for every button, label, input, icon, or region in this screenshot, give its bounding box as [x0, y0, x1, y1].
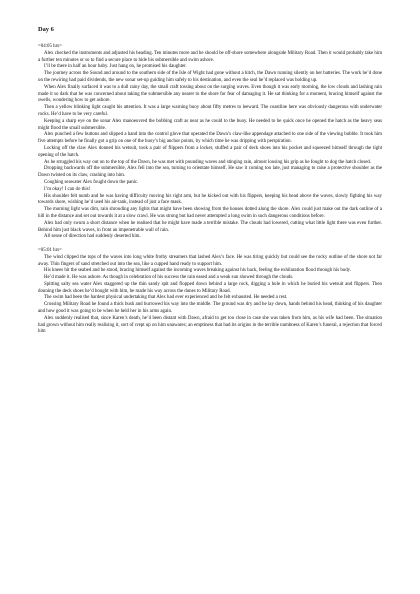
- paragraph: The wind clipped the tops of the waves into long white frothy streamers that lashed Alex’s face. He was tiring quickly but could see the rocky outline of the shore not far away. Thin fingers of sand stretched out into the sea, like a cupped hand ready to support him.: [38, 254, 382, 267]
- paragraph: His shoulder felt numb and he was having difficulty moving his right arm, but he kicked out with his flippers, keeping his head above the waves, slowly fighting his way towards shore, wishing he’d used his air-tank, instead of just a face mask.: [38, 193, 382, 206]
- section-1-body: [38, 51, 382, 241]
- paragraph: The morning light was dim, rain shrouding any lights that might have been showing from the houses dotted along the shore. Alex could just make out the dark outline of a hill in the distance and set out towards it at a slow crawl. He was strong but had never attempted a long swim in such dangerous conditions before.: [38, 207, 382, 219]
- paragraph: Alex suddenly realised that, since Karen’s death, he’d been distant with Dawn, afraid to get too close in case she was taken from him, as his wife had been. The situation had grown without him really realising it, sort of crept up on him unawares; an emptiness that had its origins in the terrible numbness of Karen’s funeral, a rejection that forced him: [38, 315, 382, 335]
- paragraph: Then a yellow blinking light caught his attention. It was a large warning buoy about fifty metres to leeward. The coastline here was obviously dangerous with underwater rocks. He’d have to be very careful.: [38, 105, 382, 117]
- paragraph: As he struggled his way out on to the top of the Dawn, he was met with pounding waves and stinging rain, almost loosing his grip as he fought to dog the hatch closed.: [44, 159, 372, 165]
- paragraph: Locking off the claw Alex donned his wetsuit, took a pair of flippers from a locker, stuffed a pair of deck shoes into his pocket and squeezed himself through the tight opening of the hatch.: [38, 145, 382, 158]
- chapter-heading: Day 6: [38, 26, 54, 33]
- paragraph: Alex punched a few buttons and slipped a hand into the control glove that operated the Dawn’s claw-like appendage attached to one side of the viewing bubble. It took him five attempts before he finally got a grip on one of the buoy’s big anchor points, by which time he was dripping with perspiration.: [38, 132, 382, 145]
- paragraph: Keeping a sharp eye on the sonar Alex manoeuvred the bobbing craft as near as he could to the buoy. He needed to be quick once he opened the hatch as the heavy seas might flood the small submersible.: [38, 118, 382, 131]
- timestamp-2: =05:01 hrs=: [38, 247, 62, 253]
- paragraph: All sense of direction had suddenly deserted him.: [44, 234, 141, 240]
- section-gap: [38, 241, 382, 248]
- paragraph: His knees hit the seabed and he stood, bracing himself against the incoming waves breaking against his back, feeling the exhilaration flood through his body.: [44, 268, 352, 274]
- paragraph: Crossing Military Road he found a thick bush and burrowed his way into the middle. The ground was dry and he lay down, hands behind his head, thinking of his daughter and how good it was going to be when he held her in his arms again.: [38, 302, 382, 315]
- paragraph: Alex had only swum a short distance when he realised that he might have made a terrible mistake. The clouds had lowered, cutting what little light there was even further. Behind him just black waves, in front an impenetrable wall of rain.: [38, 220, 382, 233]
- paragraph: Dropping backwards off the submersible, Alex fell into the sea, turning to orientate himself. He saw it coming too late, just managing to raise a protective shoulder as the Dawn twisted on its claw, crashing into him.: [38, 166, 382, 179]
- paragraph: I’ll be there in half an hour baby. Just hang on, he promised his daughter.: [44, 64, 187, 70]
- paragraph: He’d made it. He was ashore. As though in celebration of his success the rain eased and a weak sun showed through the clouds.: [44, 275, 294, 281]
- timestamp-1: =04:05 hrs=: [38, 44, 62, 49]
- paragraph: The journey across the Sound and around to the southern side of the Isle of Wight had gone without a hitch, the Dawn running silently on her batteries. The work he’d done on the rewiring had paid dividends, the new sonar set-up guiding him safely to his destination, and even the seal he’d replaced was holding up.: [38, 71, 382, 83]
- paragraph: Alex checked the instruments and adjusted his heading. Ten minutes more and he should be off-shore somewhere alongside Military Road. Then it would probably take him a further ten minutes or so to find a secure place to hide his submersible and swim ashore.: [38, 50, 382, 63]
- section-2-body: [38, 255, 382, 337]
- paragraph: I’m okay! I can do this!: [44, 186, 91, 192]
- paragraph: Spitting salty sea water Alex staggered up the thin sandy spit and flopped down behind a large rock, digging a hole in which he buried his wetsuit and flippers. Then donning the deck shoes he’d bought with him, he made his way across the dunes to Military Road.: [38, 281, 382, 294]
- paragraph: The swim had been the hardest physical undertaking that Alex had ever experienced and he felt exhausted. He needed a rest.: [44, 295, 288, 301]
- paragraph: Coughing seawater Alex fought down the panic.: [44, 179, 139, 185]
- paragraph: When Alex finally surfaced it was to a dull rainy day, the small craft tossing about on the surging waves. Even though it was early morning, the low clouds and lashing rain made it so dark that he was concerned about taking the submersible any nearer to the shore for fear of damaging it. He sat thinking for a moment, bracing himself against the swells, wondering how to get ashore.: [38, 84, 382, 104]
